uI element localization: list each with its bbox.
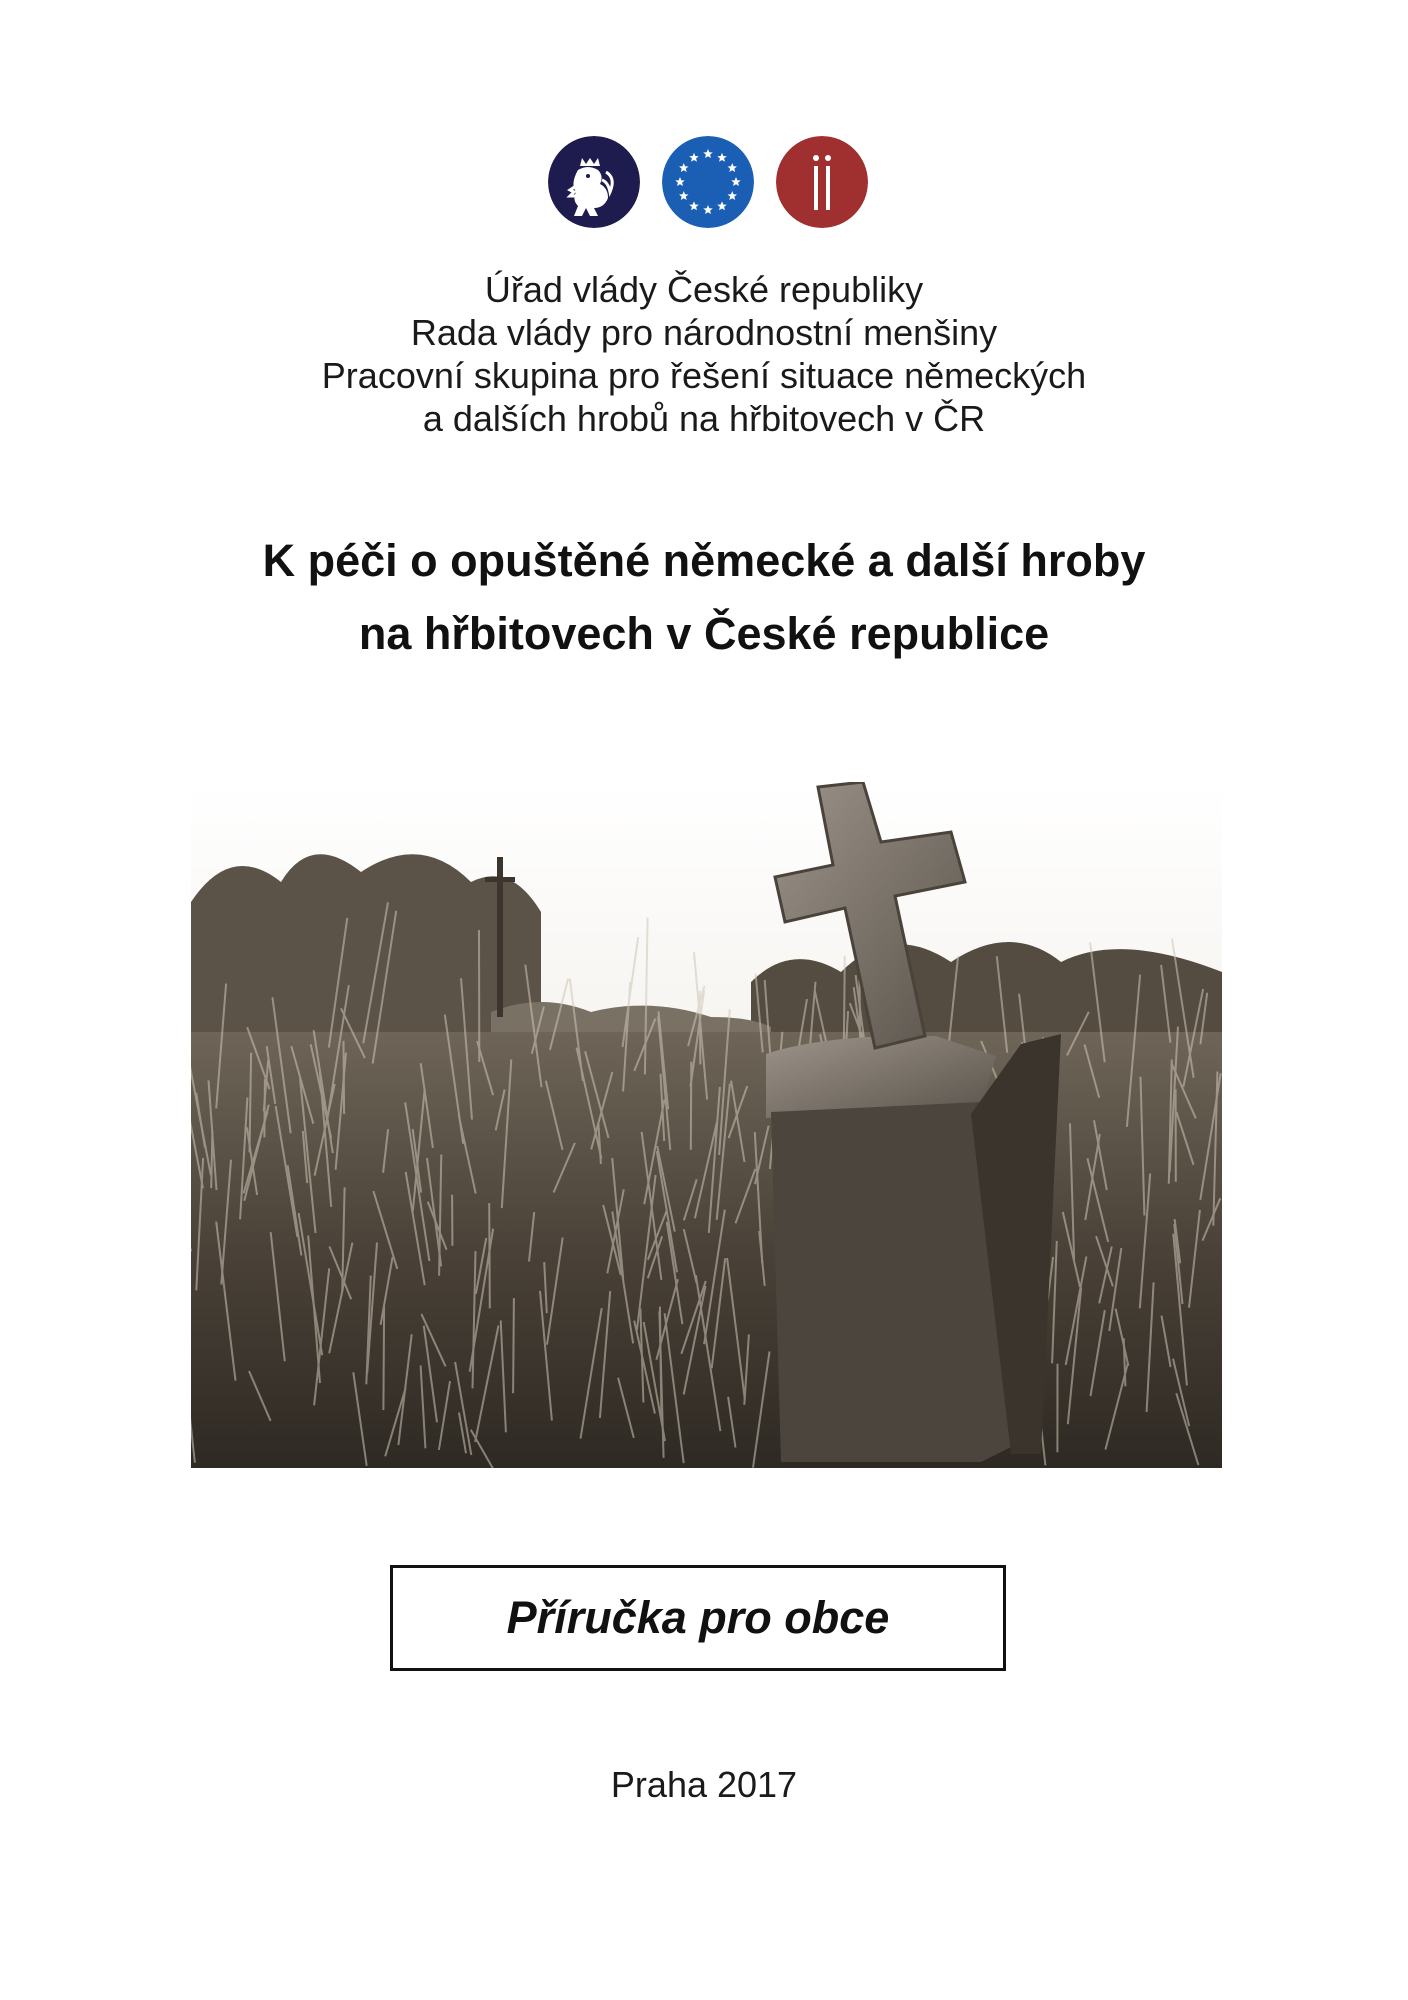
grass-blade	[264, 1079, 265, 1137]
grass-blade	[383, 1307, 384, 1410]
grass-blade	[489, 1203, 490, 1308]
czech-government-logo	[548, 136, 640, 228]
grass-blade	[211, 1131, 212, 1188]
grass-blade	[513, 1298, 514, 1393]
organization-line: Úřad vlády České republiky	[484, 269, 924, 310]
eu-stars-icon	[662, 136, 754, 228]
document-title	[0, 524, 1408, 670]
place-year: Praha 2017	[610, 1764, 798, 1805]
document-title-line: K péči o opuštěné německé a další hroby	[262, 535, 1146, 586]
document-title-line: na hřbitovech v České republice	[358, 608, 1050, 659]
organization-line: Rada vlády pro národnostní menšiny	[410, 312, 998, 353]
abandoned-cemetery-photo	[191, 782, 1222, 1468]
council-logo	[776, 136, 868, 228]
logo-row	[0, 136, 1408, 228]
handbook-box	[390, 1565, 1006, 1671]
council-emblem-icon	[776, 136, 868, 228]
organization-line: a dalších hrobů na hřbitovech v ČR	[422, 398, 986, 439]
eu-logo	[662, 136, 754, 228]
handbook-label: Příručka pro obce	[506, 1592, 890, 1643]
organization-line: Pracovní skupina pro řešení situace německých	[321, 355, 1087, 396]
czech-lion-icon	[548, 136, 640, 228]
organization-block	[0, 268, 1408, 440]
cover-photo	[191, 782, 1222, 1468]
